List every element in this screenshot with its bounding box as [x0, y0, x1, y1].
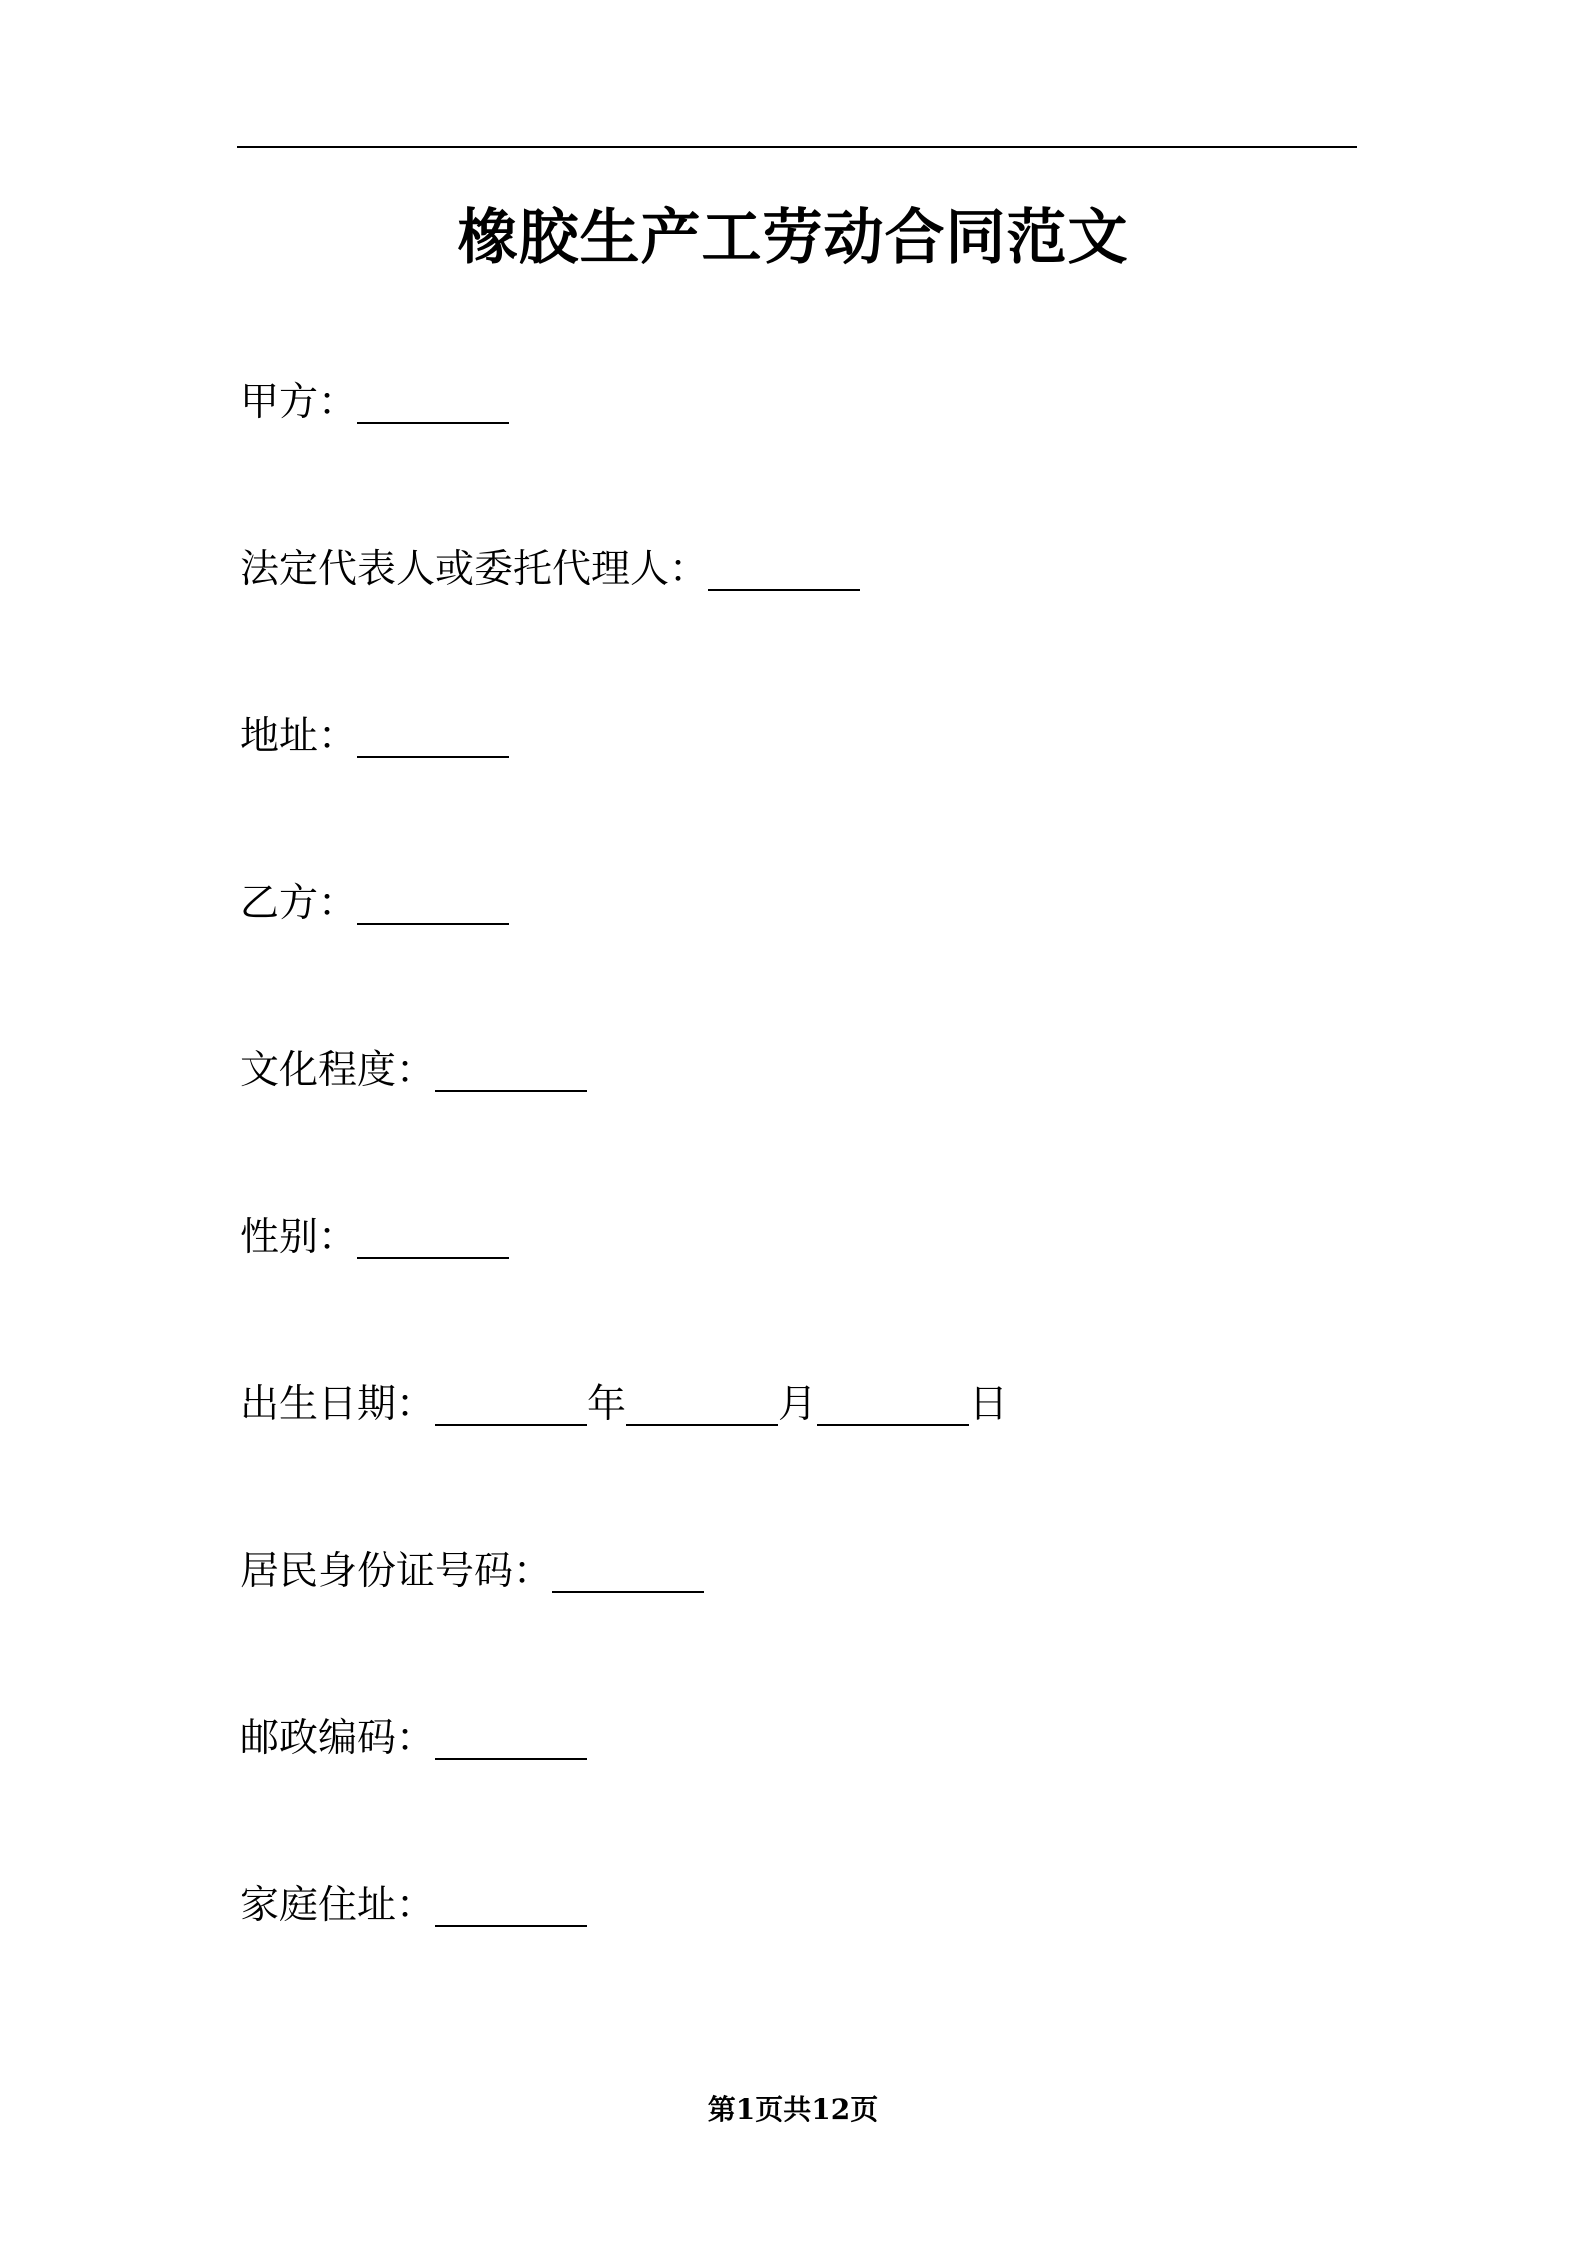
field-home-address	[240, 1881, 587, 1931]
legal-representative-blank[interactable]	[708, 549, 860, 591]
month-suffix: 月	[778, 1382, 818, 1427]
header-rule	[237, 146, 1357, 148]
field-gender	[240, 1213, 509, 1263]
gender-blank[interactable]	[357, 1217, 509, 1259]
postal-code-blank[interactable]	[435, 1718, 587, 1760]
party-a-blank[interactable]	[357, 382, 509, 424]
field-education	[240, 1046, 587, 1096]
field-label: 出生日期：	[240, 1382, 436, 1427]
party-b-blank[interactable]	[357, 883, 509, 925]
field-label: 甲方：	[240, 380, 358, 425]
year-suffix: 年	[587, 1382, 627, 1427]
field-label: 家庭住址：	[240, 1883, 436, 1928]
field-postal-code	[240, 1714, 587, 1764]
field-label: 居民身份证号码：	[240, 1549, 553, 1594]
page-indicator: 第1页共12页	[707, 2093, 879, 2126]
field-label: 性别：	[240, 1215, 358, 1260]
field-label: 法定代表人或委托代理人：	[240, 547, 709, 592]
field-label: 邮政编码：	[240, 1716, 436, 1761]
field-address	[240, 712, 509, 762]
id-number-blank[interactable]	[552, 1551, 704, 1593]
education-blank[interactable]	[435, 1050, 587, 1092]
field-label: 地址：	[240, 714, 358, 759]
home-address-blank[interactable]	[435, 1885, 587, 1927]
birth-day-blank[interactable]	[817, 1384, 969, 1426]
field-label: 乙方：	[240, 881, 358, 926]
field-birth-date	[240, 1380, 1008, 1430]
document-title: 橡胶生产工劳动合同范文	[457, 203, 1129, 273]
birth-month-blank[interactable]	[626, 1384, 778, 1426]
birth-year-blank[interactable]	[435, 1384, 587, 1426]
field-party-a	[240, 378, 509, 428]
field-id-number	[240, 1547, 704, 1597]
address-blank[interactable]	[357, 716, 509, 758]
day-suffix: 日	[969, 1382, 1009, 1427]
field-label: 文化程度：	[240, 1048, 436, 1093]
field-party-b	[240, 879, 509, 929]
field-legal-representative	[240, 545, 860, 595]
